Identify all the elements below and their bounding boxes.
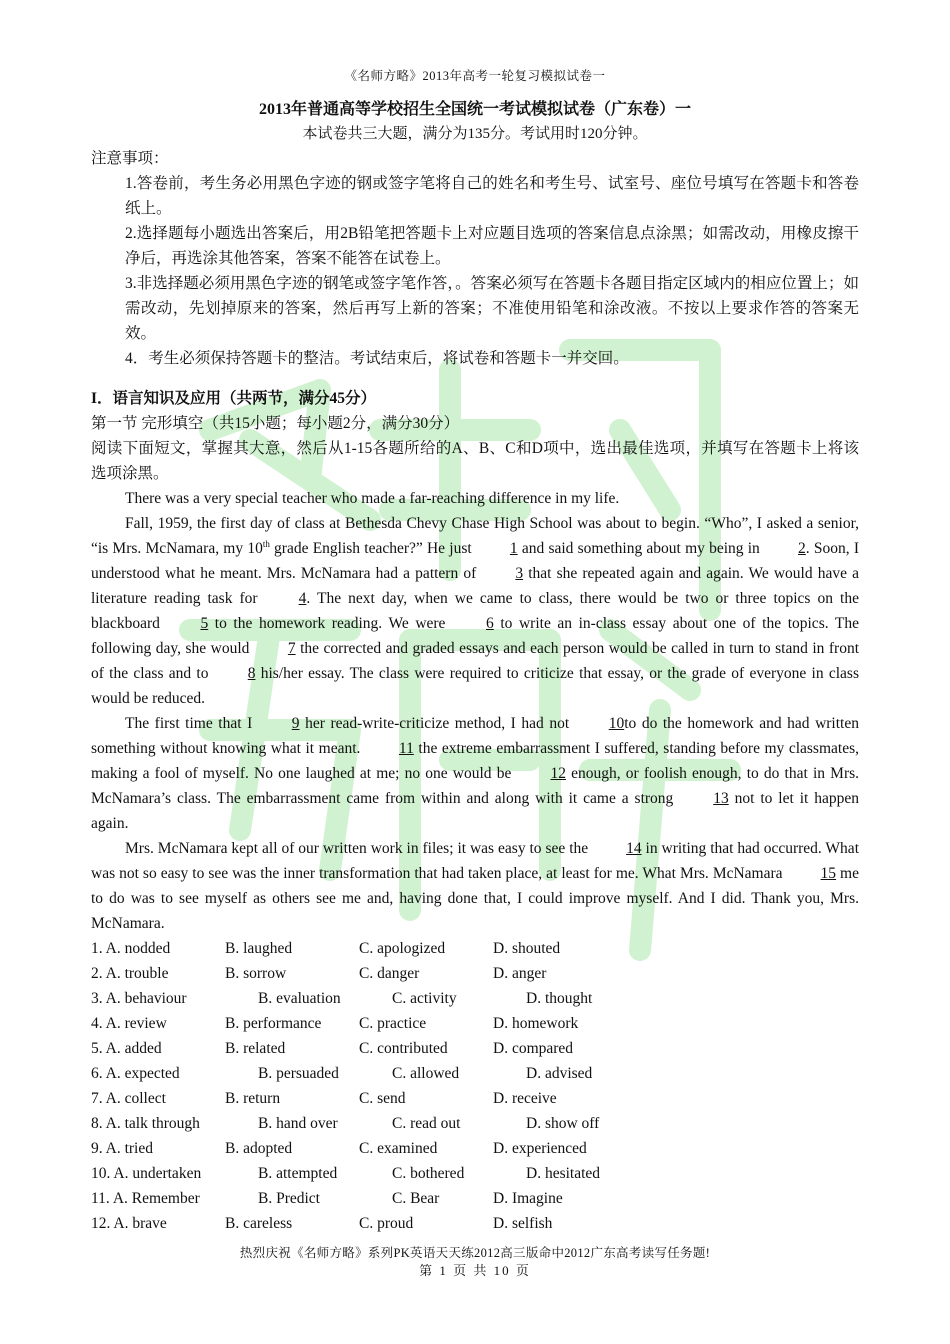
option-b: B. hand over bbox=[258, 1115, 338, 1132]
blank-4: 4 bbox=[298, 590, 307, 607]
option-c: C. danger bbox=[359, 965, 420, 982]
exam-content bbox=[91, 146, 859, 1236]
footer-promo: 热烈庆祝《名师方略》系列PK英语天天练2012高三版命中2012广东高考读写任务题! bbox=[239, 1246, 711, 1260]
option-row bbox=[91, 1011, 859, 1036]
option-c: C. read out bbox=[392, 1115, 461, 1132]
option-c: C. contributed bbox=[359, 1040, 448, 1057]
option-b: B. persuaded bbox=[258, 1065, 339, 1082]
blank-8: 8 bbox=[247, 665, 256, 682]
exam-title: 2013年普通高等学校招生全国统一考试模拟试卷（广东卷）一 bbox=[258, 101, 691, 118]
option-row bbox=[91, 1186, 859, 1211]
section-heading: I．语言知识及应用（共两节，满分45分） bbox=[91, 390, 377, 407]
option-row bbox=[91, 1036, 859, 1061]
option-a: 8. A. talk through bbox=[91, 1115, 200, 1132]
option-row bbox=[91, 1211, 859, 1236]
option-row bbox=[91, 986, 859, 1011]
exam-subtitle: 本试卷共三大题，满分为135分。考试用时120分钟。 bbox=[302, 126, 648, 142]
option-b: B. careless bbox=[225, 1215, 293, 1232]
page-number: 第 1 页 共 10 页 bbox=[419, 1263, 531, 1278]
notice-list bbox=[91, 171, 859, 371]
option-row bbox=[91, 1111, 859, 1136]
option-b: B. attempted bbox=[258, 1165, 338, 1182]
running-header: 《名师方略》2013年高考一轮复习模拟试卷一 bbox=[344, 69, 606, 83]
blank-1: 1 bbox=[509, 540, 518, 557]
blank-5: 5 bbox=[200, 615, 209, 632]
notice-item: 3.非选择题必须用黑色字迹的钢笔或签字笔作答，。答案必须写在答题卡各题目指定区域内的相应位置上；如需改动，先划掉原来的答案，然后再写上新的答案；不准使用铅笔和涂改液。不按以上要求作答的答案无效。 bbox=[125, 275, 859, 342]
option-d: D. compared bbox=[493, 1040, 574, 1057]
blank-2: 2 bbox=[798, 540, 806, 557]
option-a: 3. A. behaviour bbox=[91, 990, 187, 1007]
option-a: 6. A. expected bbox=[91, 1065, 180, 1082]
option-d: D. experienced bbox=[493, 1140, 587, 1157]
option-c: C. activity bbox=[392, 990, 457, 1007]
options-list bbox=[91, 936, 859, 1236]
option-d: D. shouted bbox=[493, 940, 561, 957]
notice-item: 1.答卷前，考生务必用黑色字迹的钢或签字笔将自己的姓名和考生号、试室号、座位号填写在答题卡和答卷纸上。 bbox=[125, 175, 859, 217]
option-row bbox=[91, 1136, 859, 1161]
option-a: 2. A. trouble bbox=[91, 965, 169, 982]
option-a: 12. A. brave bbox=[91, 1215, 167, 1232]
option-b: B. sorrow bbox=[225, 965, 287, 982]
notice-item: 2.选择题每小题选出答案后，用2B铅笔把答题卡上对应题目选项的答案信息点涂黑；如需改动，用橡皮擦干净后，再选涂其他答案，答案不能答在试卷上。 bbox=[125, 225, 859, 267]
blank-11: 11 bbox=[398, 740, 414, 757]
option-a: 1. A. nodded bbox=[91, 940, 171, 957]
blank-15: 15 bbox=[820, 865, 837, 882]
option-b: B. return bbox=[225, 1090, 281, 1107]
option-row bbox=[91, 961, 859, 986]
option-row bbox=[91, 1086, 859, 1111]
option-c: C. bothered bbox=[392, 1165, 465, 1182]
option-a: 5. A. added bbox=[91, 1040, 162, 1057]
option-a: 9. A. tried bbox=[91, 1140, 153, 1157]
option-b: B. laughed bbox=[225, 940, 293, 957]
option-b: B. related bbox=[225, 1040, 286, 1057]
option-c: C. practice bbox=[359, 1015, 427, 1032]
option-d: D. homework bbox=[493, 1015, 579, 1032]
option-c: C. Bear bbox=[392, 1190, 440, 1207]
option-d: D. show off bbox=[526, 1115, 600, 1132]
blank-14: 14 bbox=[626, 840, 642, 857]
passage-paragraph-3: The first time that I 9 her read-write-criticize method, I had not 10to do the homework and had written something without knowing what it meant. 11 the extreme embarrassment I suffered, standing before my classmates, making a fool of myself. No one laughed at me; no one would be 12 enough, or foolish enough, to do that in Mrs. McNamara’s class. The embarrassment came from within and along with it came a strong 13 not to let it happen again. bbox=[91, 711, 859, 836]
part-heading: 第一节 完形填空（共15小题；每小题2分，满分30分） bbox=[91, 415, 460, 432]
blank-13: 13 bbox=[713, 790, 729, 807]
option-d: D. receive bbox=[493, 1090, 557, 1107]
option-c: C. allowed bbox=[392, 1065, 460, 1082]
blank-10: 10 bbox=[608, 715, 625, 732]
blank-6: 6 bbox=[486, 615, 494, 632]
passage-paragraph-2: Fall, 1959, the first day of class at Bethesda Chevy Chase High School was about to begin. “Who”, I asked a senior, “is Mrs. McNamara, my 10th grade English teacher?” He just 1 and said something about my being in 2. Soon, I understood what he meant. Mrs. McNamara had a pattern of 3 that she repeated again and again. We would have a literature reading task for 4. The next day, when we came to class, there would be two or three topics on the blackboard 5 to the homework reading. We were 6 to write an in-class essay about one of the topics. The following day, she would 7 the corrected and graded essays and each person would be called in turn to stand in front of the class and to 8 his/her essay. The class were required to criticize that essay, or the grade of everyone in class would be reduced. bbox=[91, 515, 860, 707]
blank-3: 3 bbox=[515, 565, 524, 582]
option-d: D. selfish bbox=[493, 1215, 553, 1232]
option-b: B. performance bbox=[225, 1015, 322, 1032]
option-d: D. Imagine bbox=[493, 1190, 563, 1207]
notice-item: 4．考生必须保持答题卡的整洁。考试结束后，将试卷和答题卡一并交回。 bbox=[125, 350, 629, 367]
option-c: C. proud bbox=[359, 1215, 414, 1232]
part-instructions: 阅读下面短文，掌握其大意，然后从1-15各题所给的A、B、C和D项中，选出最佳选项，并填写在答题卡上将该选项涂黑。 bbox=[91, 440, 859, 482]
blank-12: 12 bbox=[550, 765, 566, 782]
passage-paragraph-4: Mrs. McNamara kept all of our written work in files; it was easy to see the 14 in writing that had occurred. What was not so easy to see was the inner transformation that had taken place, at least for me. What Mrs. McNamara 15 me to do was to see myself as others see me and, having done that, I could improve myself. And I did. Thank you, Mrs. McNamara. bbox=[91, 836, 859, 936]
blank-9: 9 bbox=[291, 715, 300, 732]
option-b: B. Predict bbox=[258, 1190, 320, 1207]
option-d: D. advised bbox=[526, 1065, 593, 1082]
option-row bbox=[91, 1061, 859, 1086]
option-d: D. anger bbox=[493, 965, 547, 982]
option-d: D. hesitated bbox=[526, 1165, 601, 1182]
blank-7: 7 bbox=[287, 640, 296, 657]
option-a: 10. A. undertaken bbox=[91, 1165, 202, 1182]
option-c: C. send bbox=[359, 1090, 406, 1107]
option-a: 4. A. review bbox=[91, 1015, 167, 1032]
option-a: 7. A. collect bbox=[91, 1090, 166, 1107]
passage-paragraph-1: There was a very special teacher who made a far-reaching difference in my life. bbox=[125, 490, 620, 507]
option-c: C. apologized bbox=[359, 940, 446, 957]
option-b: B. evaluation bbox=[258, 990, 341, 1007]
option-c: C. examined bbox=[359, 1140, 438, 1157]
option-a: 11. A. Remember bbox=[91, 1190, 200, 1207]
option-b: B. adopted bbox=[225, 1140, 293, 1157]
option-d: D. thought bbox=[526, 990, 593, 1007]
option-row bbox=[91, 1161, 859, 1186]
notice-heading: 注意事项： bbox=[91, 150, 169, 167]
option-row bbox=[91, 936, 859, 961]
